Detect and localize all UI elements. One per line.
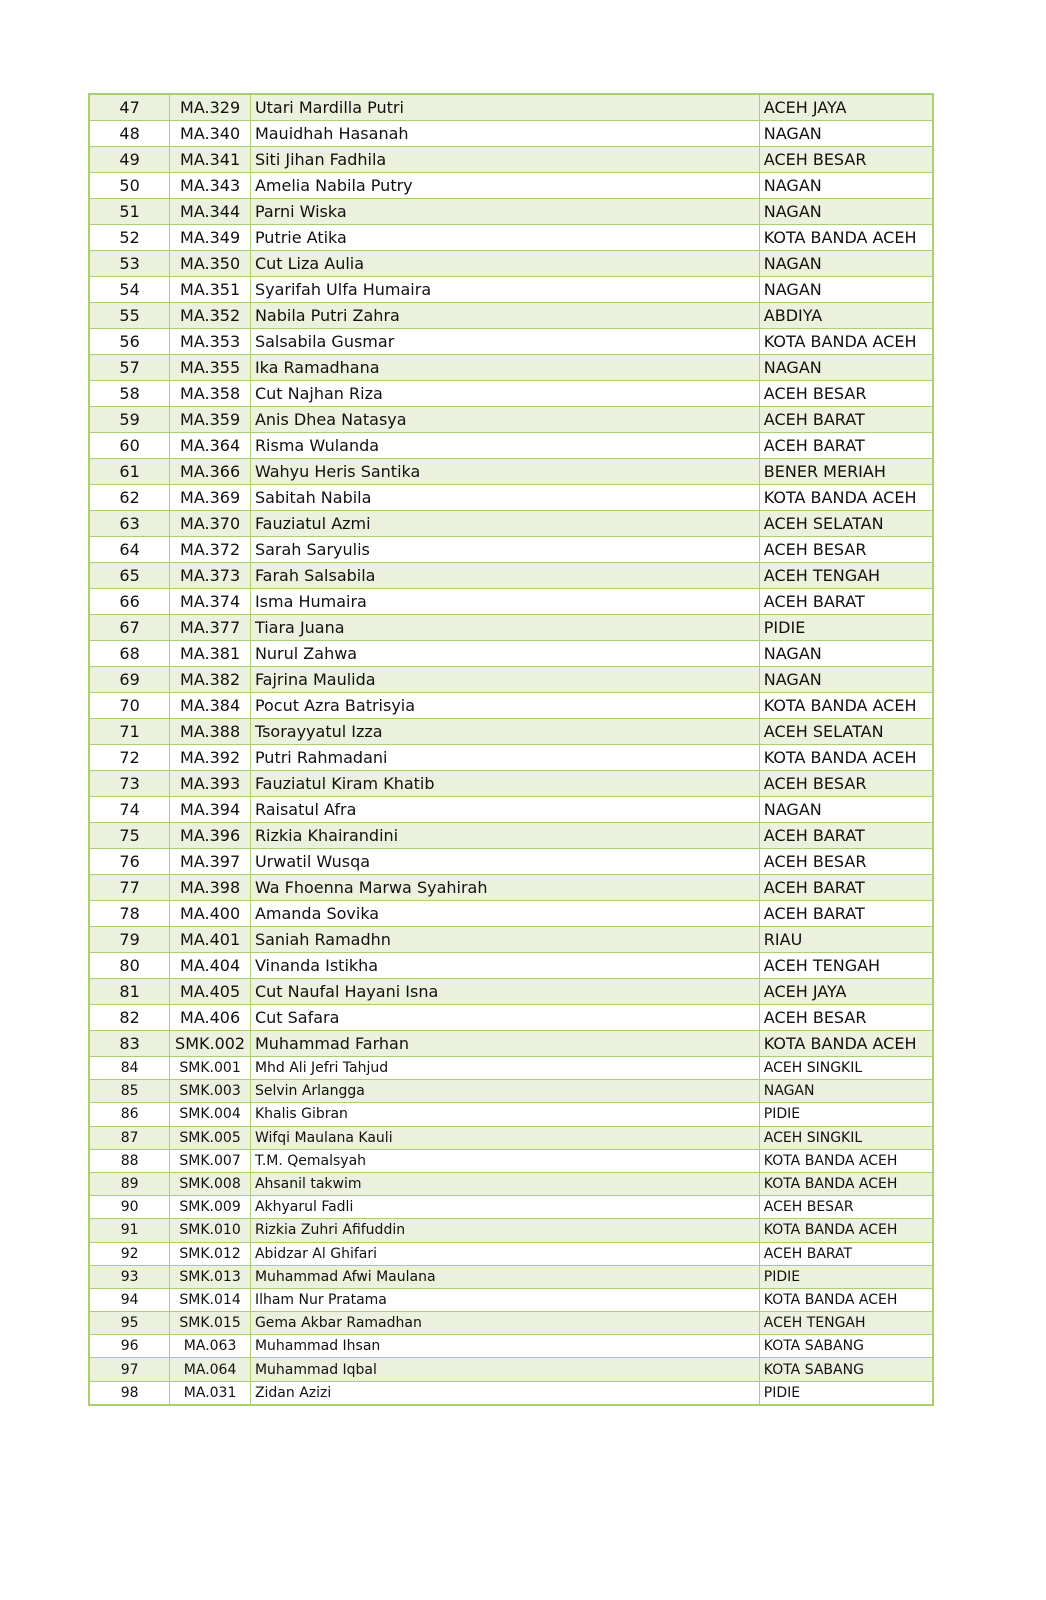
participant-name: Sabitah Nabila	[250, 485, 759, 511]
table-row	[89, 901, 933, 927]
participant-region: NAGAN	[759, 251, 933, 277]
participant-region: ABDIYA	[759, 303, 933, 329]
participant-name: Syarifah Ulfa Humaira	[250, 277, 759, 303]
participant-code: MA.406	[170, 1005, 251, 1031]
row-number: 55	[89, 303, 170, 329]
participant-name: Siti Jihan Fadhila	[250, 147, 759, 173]
row-number: 71	[89, 719, 170, 745]
participant-name: Zidan Azizi	[250, 1381, 759, 1405]
row-number: 59	[89, 407, 170, 433]
participant-code: MA.366	[170, 459, 251, 485]
participant-name: Khalis Gibran	[250, 1103, 759, 1126]
table-row	[89, 563, 933, 589]
table-row	[89, 875, 933, 901]
participant-code: MA.377	[170, 615, 251, 641]
table-row	[89, 303, 933, 329]
participant-code: MA.373	[170, 563, 251, 589]
participant-region: ACEH SELATAN	[759, 719, 933, 745]
row-number: 66	[89, 589, 170, 615]
participant-name: T.M. Qemalsyah	[250, 1149, 759, 1172]
participant-name: Isma Humaira	[250, 589, 759, 615]
table-row	[89, 1381, 933, 1405]
participant-code: MA.372	[170, 537, 251, 563]
row-number: 60	[89, 433, 170, 459]
participant-region: ACEH BESAR	[759, 1196, 933, 1219]
row-number: 98	[89, 1381, 170, 1405]
participant-code: MA.394	[170, 797, 251, 823]
row-number: 79	[89, 927, 170, 953]
participant-region: BENER MERIAH	[759, 459, 933, 485]
participant-code: MA.352	[170, 303, 251, 329]
participant-name: Wahyu Heris Santika	[250, 459, 759, 485]
table-row	[89, 225, 933, 251]
participant-name: Fauziatul Azmi	[250, 511, 759, 537]
row-number: 61	[89, 459, 170, 485]
row-number: 50	[89, 173, 170, 199]
participant-name: Utari Mardilla Putri	[250, 94, 759, 121]
participant-code: MA.351	[170, 277, 251, 303]
participant-code: MA.392	[170, 745, 251, 771]
participant-name: Nurul Zahwa	[250, 641, 759, 667]
participant-code: MA.350	[170, 251, 251, 277]
table-row	[89, 771, 933, 797]
participant-region: KOTA BANDA ACEH	[759, 485, 933, 511]
participant-name: Cut Naufal Hayani Isna	[250, 979, 759, 1005]
row-number: 76	[89, 849, 170, 875]
table-row	[89, 745, 933, 771]
row-number: 48	[89, 121, 170, 147]
participant-code: MA.404	[170, 953, 251, 979]
participant-code: MA.398	[170, 875, 251, 901]
participant-code: SMK.013	[170, 1265, 251, 1288]
participant-region: ACEH BARAT	[759, 407, 933, 433]
table-row	[89, 537, 933, 563]
participant-region: KOTA BANDA ACEH	[759, 225, 933, 251]
table-row	[89, 329, 933, 355]
participant-region: ACEH TENGAH	[759, 563, 933, 589]
participant-region: KOTA SABANG	[759, 1358, 933, 1381]
participant-name: Cut Safara	[250, 1005, 759, 1031]
participant-region: RIAU	[759, 927, 933, 953]
table-row	[89, 1005, 933, 1031]
participant-region: NAGAN	[759, 355, 933, 381]
table-row	[89, 1312, 933, 1335]
participant-region: PIDIE	[759, 1103, 933, 1126]
row-number: 53	[89, 251, 170, 277]
participant-region: ACEH BESAR	[759, 1005, 933, 1031]
table-row	[89, 1265, 933, 1288]
row-number: 85	[89, 1080, 170, 1103]
participant-region: ACEH SINGKIL	[759, 1057, 933, 1080]
participant-name: Mhd Ali Jefri Tahjud	[250, 1057, 759, 1080]
row-number: 88	[89, 1149, 170, 1172]
row-number: 78	[89, 901, 170, 927]
participant-region: ACEH TENGAH	[759, 953, 933, 979]
participant-name: Putrie Atika	[250, 225, 759, 251]
participant-code: MA.374	[170, 589, 251, 615]
row-number: 64	[89, 537, 170, 563]
participant-code: SMK.007	[170, 1149, 251, 1172]
row-number: 81	[89, 979, 170, 1005]
participant-name: Muhammad Ihsan	[250, 1335, 759, 1358]
participant-table	[88, 93, 934, 1406]
participant-code: SMK.004	[170, 1103, 251, 1126]
participant-region: ACEH SINGKIL	[759, 1126, 933, 1149]
participant-code: SMK.009	[170, 1196, 251, 1219]
row-number: 72	[89, 745, 170, 771]
table-row	[89, 1358, 933, 1381]
row-number: 62	[89, 485, 170, 511]
participant-code: MA.369	[170, 485, 251, 511]
table-row	[89, 407, 933, 433]
participant-region: KOTA BANDA ACEH	[759, 1219, 933, 1242]
row-number: 80	[89, 953, 170, 979]
participant-region: KOTA BANDA ACEH	[759, 693, 933, 719]
row-number: 96	[89, 1335, 170, 1358]
participant-code: MA.343	[170, 173, 251, 199]
participant-name: Risma Wulanda	[250, 433, 759, 459]
participant-region: ACEH JAYA	[759, 94, 933, 121]
row-number: 93	[89, 1265, 170, 1288]
participant-code: MA.355	[170, 355, 251, 381]
table-row	[89, 485, 933, 511]
table-row	[89, 1242, 933, 1265]
table-row	[89, 823, 933, 849]
table-row	[89, 199, 933, 225]
table-row	[89, 251, 933, 277]
participant-code: SMK.001	[170, 1057, 251, 1080]
table-row	[89, 953, 933, 979]
row-number: 52	[89, 225, 170, 251]
participant-name: Muhammad Farhan	[250, 1031, 759, 1057]
participant-region: ACEH BARAT	[759, 433, 933, 459]
participant-name: Raisatul Afra	[250, 797, 759, 823]
participant-region: NAGAN	[759, 797, 933, 823]
participant-region: KOTA BANDA ACEH	[759, 329, 933, 355]
participant-name: Amelia Nabila Putry	[250, 173, 759, 199]
row-number: 97	[89, 1358, 170, 1381]
table-row	[89, 147, 933, 173]
table-row	[89, 511, 933, 537]
participant-region: NAGAN	[759, 667, 933, 693]
participant-code: MA.031	[170, 1381, 251, 1405]
participant-name: Farah Salsabila	[250, 563, 759, 589]
row-number: 87	[89, 1126, 170, 1149]
table-row	[89, 277, 933, 303]
participant-name: Ahsanil takwim	[250, 1172, 759, 1195]
row-number: 92	[89, 1242, 170, 1265]
table-row	[89, 797, 933, 823]
participant-code: MA.344	[170, 199, 251, 225]
participant-name: Vinanda Istikha	[250, 953, 759, 979]
row-number: 54	[89, 277, 170, 303]
participant-code: MA.382	[170, 667, 251, 693]
participant-region: PIDIE	[759, 1265, 933, 1288]
participant-code: MA.064	[170, 1358, 251, 1381]
table-row	[89, 1172, 933, 1195]
row-number: 49	[89, 147, 170, 173]
row-number: 56	[89, 329, 170, 355]
participant-region: ACEH BARAT	[759, 875, 933, 901]
participant-name: Ilham Nur Pratama	[250, 1288, 759, 1311]
participant-region: KOTA BANDA ACEH	[759, 1172, 933, 1195]
row-number: 68	[89, 641, 170, 667]
participant-name: Rizkia Khairandini	[250, 823, 759, 849]
table-row	[89, 459, 933, 485]
participant-region: KOTA BANDA ACEH	[759, 1288, 933, 1311]
participant-code: SMK.010	[170, 1219, 251, 1242]
participant-code: MA.405	[170, 979, 251, 1005]
participant-code: MA.400	[170, 901, 251, 927]
participant-name: Wifqi Maulana Kauli	[250, 1126, 759, 1149]
participant-name: Selvin Arlangga	[250, 1080, 759, 1103]
row-number: 57	[89, 355, 170, 381]
row-number: 67	[89, 615, 170, 641]
row-number: 84	[89, 1057, 170, 1080]
participant-region: ACEH BARAT	[759, 823, 933, 849]
row-number: 74	[89, 797, 170, 823]
table-row	[89, 927, 933, 953]
participant-name: Muhammad Iqbal	[250, 1358, 759, 1381]
table-row	[89, 1103, 933, 1126]
table-row	[89, 615, 933, 641]
row-number: 89	[89, 1172, 170, 1195]
participant-table-body	[89, 94, 933, 1405]
table-row	[89, 667, 933, 693]
participant-region: PIDIE	[759, 615, 933, 641]
participant-name: Saniah Ramadhn	[250, 927, 759, 953]
participant-code: MA.384	[170, 693, 251, 719]
table-row	[89, 355, 933, 381]
row-number: 95	[89, 1312, 170, 1335]
participant-region: ACEH TENGAH	[759, 1312, 933, 1335]
participant-code: SMK.015	[170, 1312, 251, 1335]
participant-region: ACEH BESAR	[759, 147, 933, 173]
participant-name: Cut Najhan Riza	[250, 381, 759, 407]
participant-region: ACEH BARAT	[759, 1242, 933, 1265]
participant-code: MA.359	[170, 407, 251, 433]
participant-name: Nabila Putri Zahra	[250, 303, 759, 329]
participant-region: NAGAN	[759, 277, 933, 303]
row-number: 94	[89, 1288, 170, 1311]
participant-region: NAGAN	[759, 1080, 933, 1103]
table-row	[89, 173, 933, 199]
table-row	[89, 1149, 933, 1172]
table-row	[89, 433, 933, 459]
participant-name: Gema Akbar Ramadhan	[250, 1312, 759, 1335]
participant-region: ACEH BARAT	[759, 589, 933, 615]
table-row	[89, 1126, 933, 1149]
participant-code: MA.341	[170, 147, 251, 173]
table-row	[89, 1335, 933, 1358]
participant-name: Fauziatul Kiram Khatib	[250, 771, 759, 797]
table-row	[89, 1080, 933, 1103]
participant-name: Mauidhah Hasanah	[250, 121, 759, 147]
table-row	[89, 719, 933, 745]
participant-name: Tiara Juana	[250, 615, 759, 641]
row-number: 65	[89, 563, 170, 589]
table-row	[89, 589, 933, 615]
table-row	[89, 1219, 933, 1242]
participant-name: Urwatil Wusqa	[250, 849, 759, 875]
participant-region: ACEH BESAR	[759, 849, 933, 875]
participant-code: MA.370	[170, 511, 251, 537]
table-row	[89, 1031, 933, 1057]
participant-region: ACEH BESAR	[759, 771, 933, 797]
participant-code: SMK.014	[170, 1288, 251, 1311]
table-row	[89, 641, 933, 667]
participant-region: KOTA BANDA ACEH	[759, 1149, 933, 1172]
participant-region: ACEH SELATAN	[759, 511, 933, 537]
row-number: 77	[89, 875, 170, 901]
row-number: 73	[89, 771, 170, 797]
participant-name: Tsorayyatul Izza	[250, 719, 759, 745]
participant-name: Putri Rahmadani	[250, 745, 759, 771]
table-row	[89, 94, 933, 121]
row-number: 63	[89, 511, 170, 537]
row-number: 86	[89, 1103, 170, 1126]
table-row	[89, 1196, 933, 1219]
participant-name: Wa Fhoenna Marwa Syahirah	[250, 875, 759, 901]
participant-name: Cut Liza Aulia	[250, 251, 759, 277]
participant-code: MA.393	[170, 771, 251, 797]
participant-code: SMK.008	[170, 1172, 251, 1195]
participant-name: Pocut Azra Batrisyia	[250, 693, 759, 719]
participant-name: Parni Wiska	[250, 199, 759, 225]
table-row	[89, 121, 933, 147]
participant-code: MA.401	[170, 927, 251, 953]
participant-name: Abidzar Al Ghifari	[250, 1242, 759, 1265]
row-number: 82	[89, 1005, 170, 1031]
row-number: 90	[89, 1196, 170, 1219]
row-number: 69	[89, 667, 170, 693]
participant-code: MA.063	[170, 1335, 251, 1358]
table-row	[89, 693, 933, 719]
participant-code: SMK.012	[170, 1242, 251, 1265]
participant-region: ACEH BESAR	[759, 537, 933, 563]
table-row	[89, 1057, 933, 1080]
participant-code: MA.397	[170, 849, 251, 875]
row-number: 51	[89, 199, 170, 225]
participant-name: Ika Ramadhana	[250, 355, 759, 381]
participant-region: NAGAN	[759, 173, 933, 199]
participant-name: Akhyarul Fadli	[250, 1196, 759, 1219]
participant-name: Amanda Sovika	[250, 901, 759, 927]
row-number: 91	[89, 1219, 170, 1242]
participant-code: MA.340	[170, 121, 251, 147]
row-number: 70	[89, 693, 170, 719]
participant-code: SMK.005	[170, 1126, 251, 1149]
participant-region: ACEH BESAR	[759, 381, 933, 407]
participant-code: MA.329	[170, 94, 251, 121]
participant-region: NAGAN	[759, 641, 933, 667]
participant-region: ACEH JAYA	[759, 979, 933, 1005]
participant-region: NAGAN	[759, 121, 933, 147]
participant-name: Fajrina Maulida	[250, 667, 759, 693]
row-number: 75	[89, 823, 170, 849]
participant-name: Anis Dhea Natasya	[250, 407, 759, 433]
table-row	[89, 979, 933, 1005]
row-number: 58	[89, 381, 170, 407]
table-row	[89, 381, 933, 407]
table-row	[89, 1288, 933, 1311]
participant-region: KOTA BANDA ACEH	[759, 1031, 933, 1057]
participant-name: Sarah Saryulis	[250, 537, 759, 563]
participant-code: SMK.003	[170, 1080, 251, 1103]
participant-code: MA.381	[170, 641, 251, 667]
participant-code: MA.349	[170, 225, 251, 251]
participant-region: NAGAN	[759, 199, 933, 225]
participant-code: MA.388	[170, 719, 251, 745]
row-number: 83	[89, 1031, 170, 1057]
row-number: 47	[89, 94, 170, 121]
participant-code: MA.353	[170, 329, 251, 355]
participant-region: ACEH BARAT	[759, 901, 933, 927]
participant-name: Muhammad Afwi Maulana	[250, 1265, 759, 1288]
participant-region: KOTA BANDA ACEH	[759, 745, 933, 771]
participant-region: PIDIE	[759, 1381, 933, 1405]
participant-name: Salsabila Gusmar	[250, 329, 759, 355]
participant-code: MA.358	[170, 381, 251, 407]
participant-region: KOTA SABANG	[759, 1335, 933, 1358]
participant-code: MA.396	[170, 823, 251, 849]
participant-code: MA.364	[170, 433, 251, 459]
participant-code: SMK.002	[170, 1031, 251, 1057]
participant-name: Rizkia Zuhri Afifuddin	[250, 1219, 759, 1242]
table-row	[89, 849, 933, 875]
